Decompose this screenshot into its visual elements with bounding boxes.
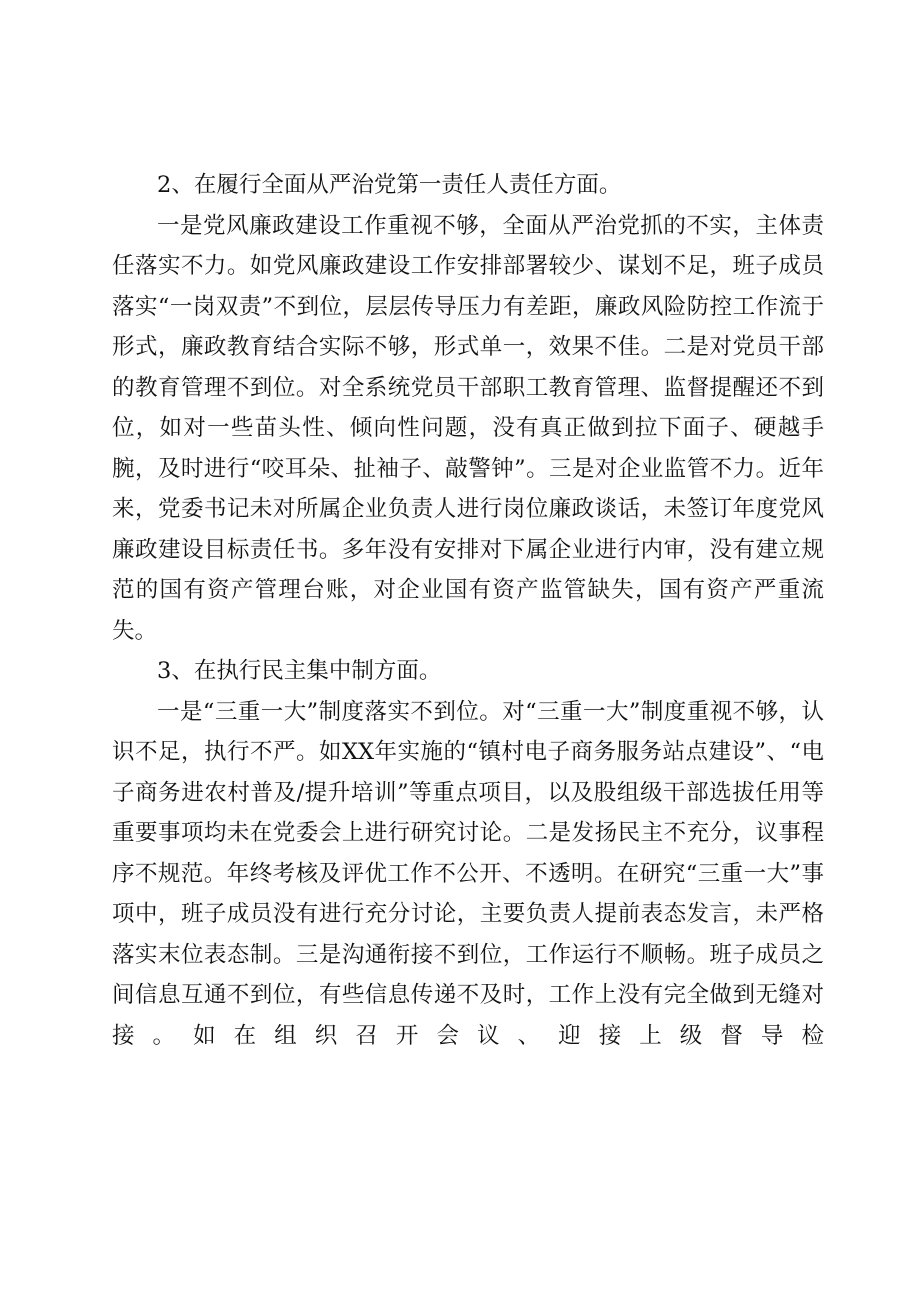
document-body: [112, 165, 824, 1056]
section-heading-3: 3、在执行民主集中制方面。: [157, 658, 442, 684]
body-paragraph-responsibility: 一是党风廉政建设工作重视不够，全面从严治党抓的不实，主体责任落实不力。如党风廉政建设工作安排部署较少、谋划不足，班子成员落实“一岗双责”不到位，层层传导压力有差距，廉政风险防控工作流于形式，廉政教育结合实际不够，形式单一，效果不佳。二是对党员干部的教育管理不到位。对全系统党员干部职工教育管理、监督提醒还不到位，如对一些苗头性、倾向性问题，没有真正做到拉下面子、硬越手腕，及时进行“咬耳朵、扯袖子、敲警钟”。三是对企业监管不力。近年来，党委书记未对所属企业负责人进行岗位廉政谈话，未签订年度党风廉政建设目标责任书。多年没有安排对下属企业进行内审，没有建立规范的国有资产管理台账，对企业国有资产监管缺失，国有资产严重流失。: [112, 212, 824, 644]
section-heading-2: 2、在履行全面从严治党第一责任人责任方面。: [157, 172, 622, 198]
body-paragraph-democratic-centralism: 一是“三重一大”制度落实不到位。对“三重一大”制度重视不够，认识不足，执行不严。如XX年实施的“镇村电子商务服务站点建设”、“电子商务进农村普及/提升培训”等重点项目，以及股组级干部选拔任用等重要事项均未在党委会上进行研究讨论。二是发扬民主不充分，议事程序不规范。年终考核及评优工作不公开、不透明。在研究“三重一大”事项中，班子成员没有进行充分讨论，主要负责人提前表态发言，未严格落实末位表态制。三是沟通衔接不到位，工作运行不顺畅。班子成员之间信息互通不到位，有些信息传递不及时，工作上没有完全做到无缝对接。如在组织召开会议、迎接上级督导检: [112, 698, 824, 1049]
